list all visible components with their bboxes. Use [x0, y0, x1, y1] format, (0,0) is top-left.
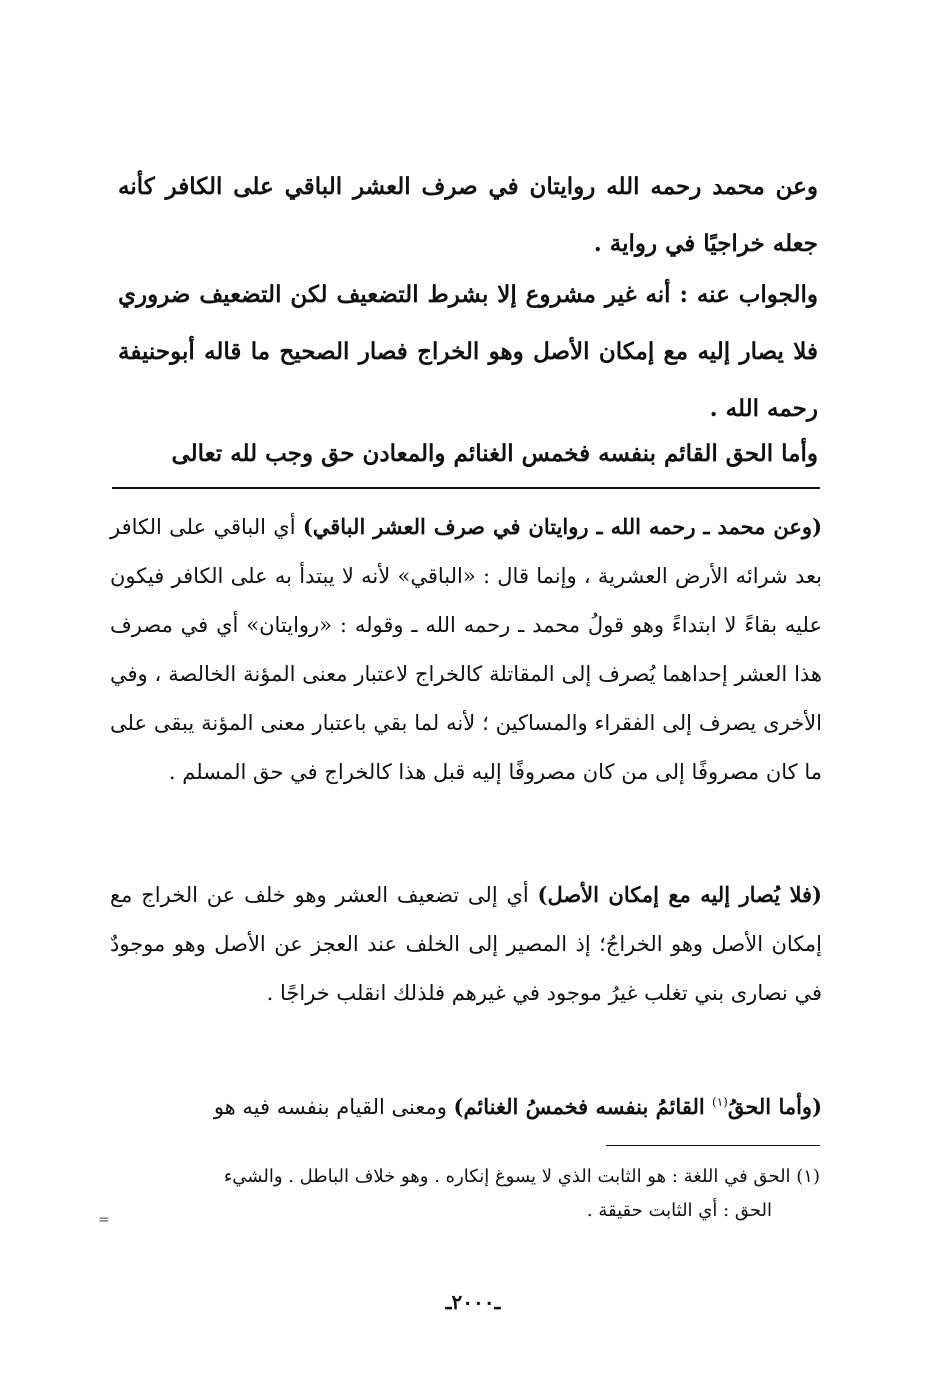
- footnote-separator-line: [606, 1145, 820, 1146]
- commentary-block-3: [110, 1078, 822, 1132]
- commentary-quote-3b: القائمُ بنفسه فخمسُ الغنائم): [453, 1094, 712, 1119]
- commentary-paragraph-1: [110, 502, 822, 797]
- main-text-block-2: [118, 266, 818, 437]
- commentary-text-3: ومعنى القيام بنفسه فيه هو: [213, 1095, 454, 1119]
- page-number: ـ٢٠٠٠ـ: [445, 1290, 501, 1314]
- footnote-line-2: الحق : أي الثابت حقيقة .: [586, 1200, 772, 1221]
- commentary-paragraph-3: [110, 1078, 822, 1132]
- main-text-paragraph-2: والجواب عنه : أنه غير مشروع إلا بشرط التضعيف لكن التضعيف ضروري فلا يصار إليه مع إمكان الأصل وهو الخراج فصار الصحيح ما قاله أبوحنيفة رحمه الله .: [118, 281, 818, 422]
- commentary-quote-1: (وعن محمد ـ رحمه الله ـ روايتان في صرف العشر الباقي): [302, 514, 822, 539]
- main-separator-line: [112, 487, 820, 489]
- commentary-block-2: [110, 870, 822, 1018]
- main-text-paragraph-1: وعن محمد رحمه الله روايتان في صرف العشر الباقي على الكافر كأنه جعله خراجيًا في رواية .: [118, 173, 818, 257]
- footnote-line-1: (١) الحق في اللغة : هو الثابت الذي لا يسوغ إنكاره . وهو خلاف الباطل . والشيء: [223, 1166, 820, 1187]
- commentary-quote-3a: (وأما الحقُ: [727, 1094, 822, 1119]
- commentary-text-2: أي إلى تضعيف العشر وهو خلف عن الخراج مع إمكان الأصل وهو الخراجُ؛ إذ المصير إلى الخلف عند العجز عن الأصل وهو موجودٌ في نصارى بني تغلب غيرُ موجود في غيرهم فلذلك انقلب خراجًا .: [110, 883, 822, 1005]
- commentary-block-1: [110, 502, 822, 797]
- commentary-text-1: أي الباقي على الكافر بعد شرائه الأرض العشرية ، وإنما قال : «الباقي» لأنه لا يبتدأ به على الكافر فيكون عليه بقاءً لا ابتداءً وهو قولُ محمد ـ رحمه الله ـ وقوله : «روايتان» أي في مصرف هذا العشر إحداهما يُصرف إلى المقاتلة كالخراج لاعتبار معنى المؤنة الخالصة ، وفي الأخرى يصرف إلى الفقراء والمساكين ؛ لأنه لما بقي باعتبار معنى المؤنة يبقى على ما كان مصروفًا إلى من كان مصروفًا إليه قبل هذا كالخراج في حق المسلم .: [110, 515, 822, 784]
- main-text-block-3: [118, 425, 818, 482]
- main-text-block: [118, 158, 818, 272]
- footnote-reference: (١): [712, 1095, 728, 1109]
- footnote-block: [110, 1160, 820, 1228]
- main-text-paragraph-3: وأما الحق القائم بنفسه فخمس الغنائم والمعادن حق وجب لله تعالى: [171, 440, 818, 467]
- margin-mark: =: [98, 1212, 110, 1228]
- commentary-quote-2: (فلا يُصار إليه مع إمكان الأصل): [537, 882, 822, 907]
- commentary-paragraph-2: [110, 870, 822, 1018]
